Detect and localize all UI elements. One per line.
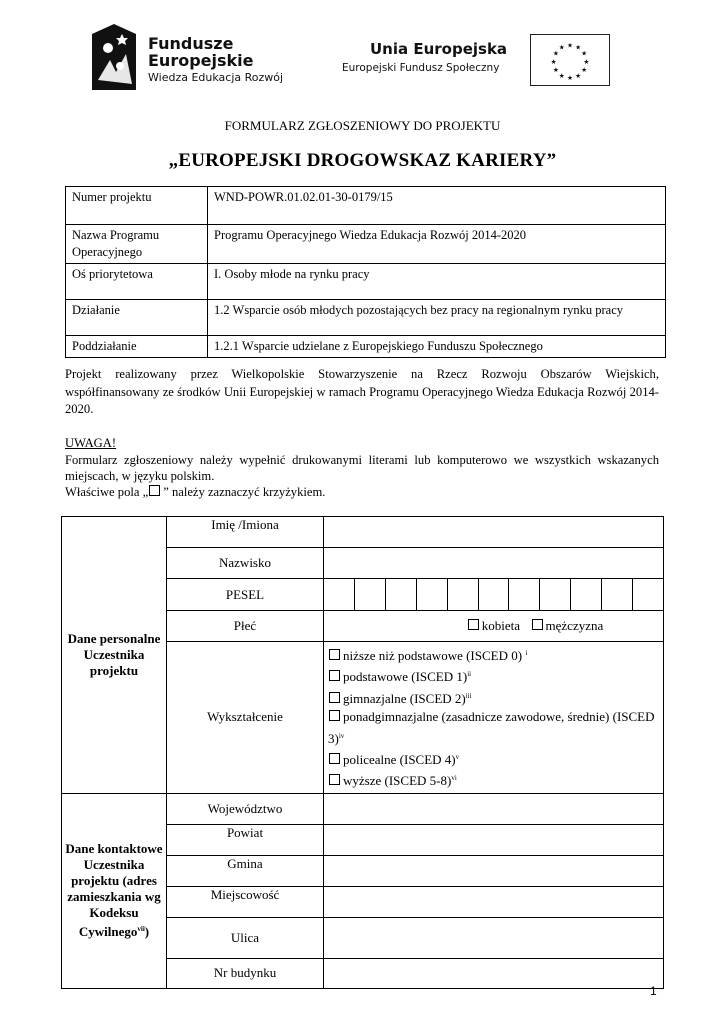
pesel-digit[interactable] [571, 579, 602, 610]
fundusze-europejskie-logo [92, 24, 332, 96]
education-option[interactable]: policealne (ISCED 4)$^v$ [328, 748, 659, 769]
table-row [66, 300, 666, 336]
pesel-digit-boxes [324, 579, 663, 610]
education-option[interactable]: gimnazjalne (ISCED 2)$^{iii}$ [328, 687, 659, 708]
pesel-digit[interactable] [479, 579, 510, 610]
info-key: Oś priorytetowa [66, 264, 208, 300]
checkbox-instruction-prefix: Właściwe pola „ [65, 485, 149, 499]
info-value: 1.2 Wsparcie osób młodych pozostających bez pracy na regionalnym rynku pracy [208, 300, 666, 336]
table-row [66, 225, 666, 264]
checkbox-instruction [65, 484, 659, 502]
contact-section-label: Dane kontaktowe Uczestnika projektu (adres zamieszkania wg Kodeksu Cywilnego$^{vii}$) [62, 793, 167, 988]
education-field [324, 642, 664, 794]
svg-text:★: ★ [575, 43, 582, 52]
checkbox-icon[interactable] [329, 649, 340, 660]
personal-section-label: Dane personalne Uczestnika projektu [62, 517, 167, 794]
gender-option-label: mężczyzna [545, 618, 604, 633]
ue-logo-title: Unia Europejska [370, 40, 508, 58]
checkbox-icon[interactable] [329, 710, 340, 721]
ue-logo-subtitle: Europejski Fundusz Społeczny [342, 62, 500, 74]
checkbox-icon[interactable] [468, 619, 479, 630]
svg-text:★: ★ [552, 66, 559, 75]
pesel-field[interactable] [324, 579, 664, 611]
commune-label: Gmina [167, 855, 324, 886]
notice-text: Formularz zgłoszeniowy należy wypełnić drukowanymi literami lub komputerowo we wszystkich wskazanych miejscach, w języku polskim. [65, 453, 659, 483]
participant-form-table [61, 516, 664, 989]
education-option[interactable]: niższe niż podstawowe (ISCED 0) $^i$ [328, 644, 659, 665]
fe-logo-line2: Europejskie [148, 51, 254, 70]
education-option[interactable]: wyższe (ISCED 5-8)$^{vi}$ [328, 769, 659, 790]
fe-logo-line3: Wiedza Edukacja Rozwój [148, 71, 284, 84]
first-name-label: Imię /Imiona [167, 517, 324, 548]
svg-text:★: ★ [558, 71, 565, 80]
info-key: Numer projektu [66, 187, 208, 225]
pesel-digit[interactable] [540, 579, 571, 610]
form-subtitle: FORMULARZ ZGŁOSZENIOWY DO PROJEKTU [224, 118, 501, 133]
info-value: I. Osoby młode na rynku pracy [208, 264, 666, 300]
info-key: Działanie [66, 300, 208, 336]
building-number-label: Nr budynku [167, 958, 324, 988]
locality-field[interactable] [324, 886, 664, 917]
gender-option-female[interactable] [324, 618, 520, 634]
last-name-field[interactable] [324, 548, 664, 579]
checkbox-icon[interactable] [532, 619, 543, 630]
fe-logo-mark-icon [92, 24, 136, 90]
checkbox-instruction-suffix: ” należy zaznaczyć krzyżykiem. [163, 485, 326, 499]
table-row [66, 336, 666, 358]
project-info-table [65, 186, 666, 358]
svg-text:★: ★ [550, 57, 557, 66]
svg-text:★: ★ [575, 71, 582, 80]
pesel-digit[interactable] [448, 579, 479, 610]
first-name-field[interactable] [324, 517, 664, 548]
svg-text:★: ★ [566, 41, 574, 50]
last-name-label: Nazwisko [167, 548, 324, 579]
gender-option-male[interactable] [523, 618, 603, 634]
education-options [324, 642, 663, 793]
info-value: 1.2.1 Wsparcie udzielane z Europejskiego Funduszu Społecznego [208, 336, 666, 358]
checkbox-icon[interactable] [329, 670, 340, 681]
building-number-field[interactable] [324, 958, 664, 988]
table-row [66, 187, 666, 225]
svg-text:★: ★ [552, 49, 559, 58]
table-row [62, 517, 664, 548]
svg-text:★: ★ [583, 57, 590, 66]
checkbox-icon [149, 485, 160, 496]
fe-logo-line1: Fundusze [148, 34, 234, 53]
pesel-digit[interactable] [355, 579, 386, 610]
gender-label: Płeć [167, 611, 324, 642]
page-number: 1 [650, 984, 657, 998]
street-label: Ulica [167, 917, 324, 958]
checkbox-icon[interactable] [329, 753, 340, 764]
gender-option-label: kobieta [481, 618, 520, 633]
pesel-digit[interactable] [324, 579, 355, 610]
pesel-label: PESEL [167, 579, 324, 611]
info-value: WND-POWR.01.02.01-30-0179/15 [208, 187, 666, 225]
intro-paragraph: Projekt realizowany przez Wielkopolskie Stowarzyszenie na Rzecz Rozwoju Obszarów Wiejskich, współfinansowany ze środków Unii Europejskiej w ramach Programu Operacyjnego Wiedza Edukacja Rozwój 2014-2020. [65, 367, 659, 416]
voivodeship-field[interactable] [324, 793, 664, 824]
pesel-digit[interactable] [602, 579, 633, 610]
info-value: Programu Operacyjnego Wiedza Edukacja Rozwój 2014-2020 [208, 225, 666, 264]
checkbox-icon[interactable] [329, 774, 340, 785]
svg-text:★: ★ [581, 66, 588, 75]
unia-europejska-logo [340, 32, 630, 92]
table-row [62, 793, 664, 824]
commune-field[interactable] [324, 855, 664, 886]
pesel-digit[interactable] [633, 579, 663, 610]
svg-text:★: ★ [566, 74, 574, 83]
info-key: Nazwa Programu Operacyjnego [66, 225, 208, 264]
gender-field [324, 611, 664, 642]
svg-text:★: ★ [581, 49, 588, 58]
street-field[interactable] [324, 917, 664, 958]
pesel-digit[interactable] [386, 579, 417, 610]
education-label: Wykształcenie [167, 642, 324, 794]
svg-text:★: ★ [558, 43, 565, 52]
checkbox-icon[interactable] [329, 692, 340, 703]
eu-flag-icon [530, 34, 610, 86]
notice-heading: UWAGA! [65, 436, 117, 450]
voivodeship-label: Województwo [167, 793, 324, 824]
county-field[interactable] [324, 824, 664, 855]
education-option[interactable]: podstawowe (ISCED 1)$^{ii}$ [328, 665, 659, 686]
county-label: Powiat [167, 824, 324, 855]
form-title: „EUROPEJSKI DROGOWSKAZ KARIERY” [168, 150, 557, 171]
info-key: Poddziałanie [66, 336, 208, 358]
table-row [66, 264, 666, 300]
locality-label: Miejscowość [167, 886, 324, 917]
education-option[interactable]: ponadgimnazjalne (zasadnicze zawodowe, średnie) (ISCED 3)$^{iv}$ [328, 709, 655, 746]
pesel-digit[interactable] [509, 579, 540, 610]
pesel-digit[interactable] [417, 579, 448, 610]
